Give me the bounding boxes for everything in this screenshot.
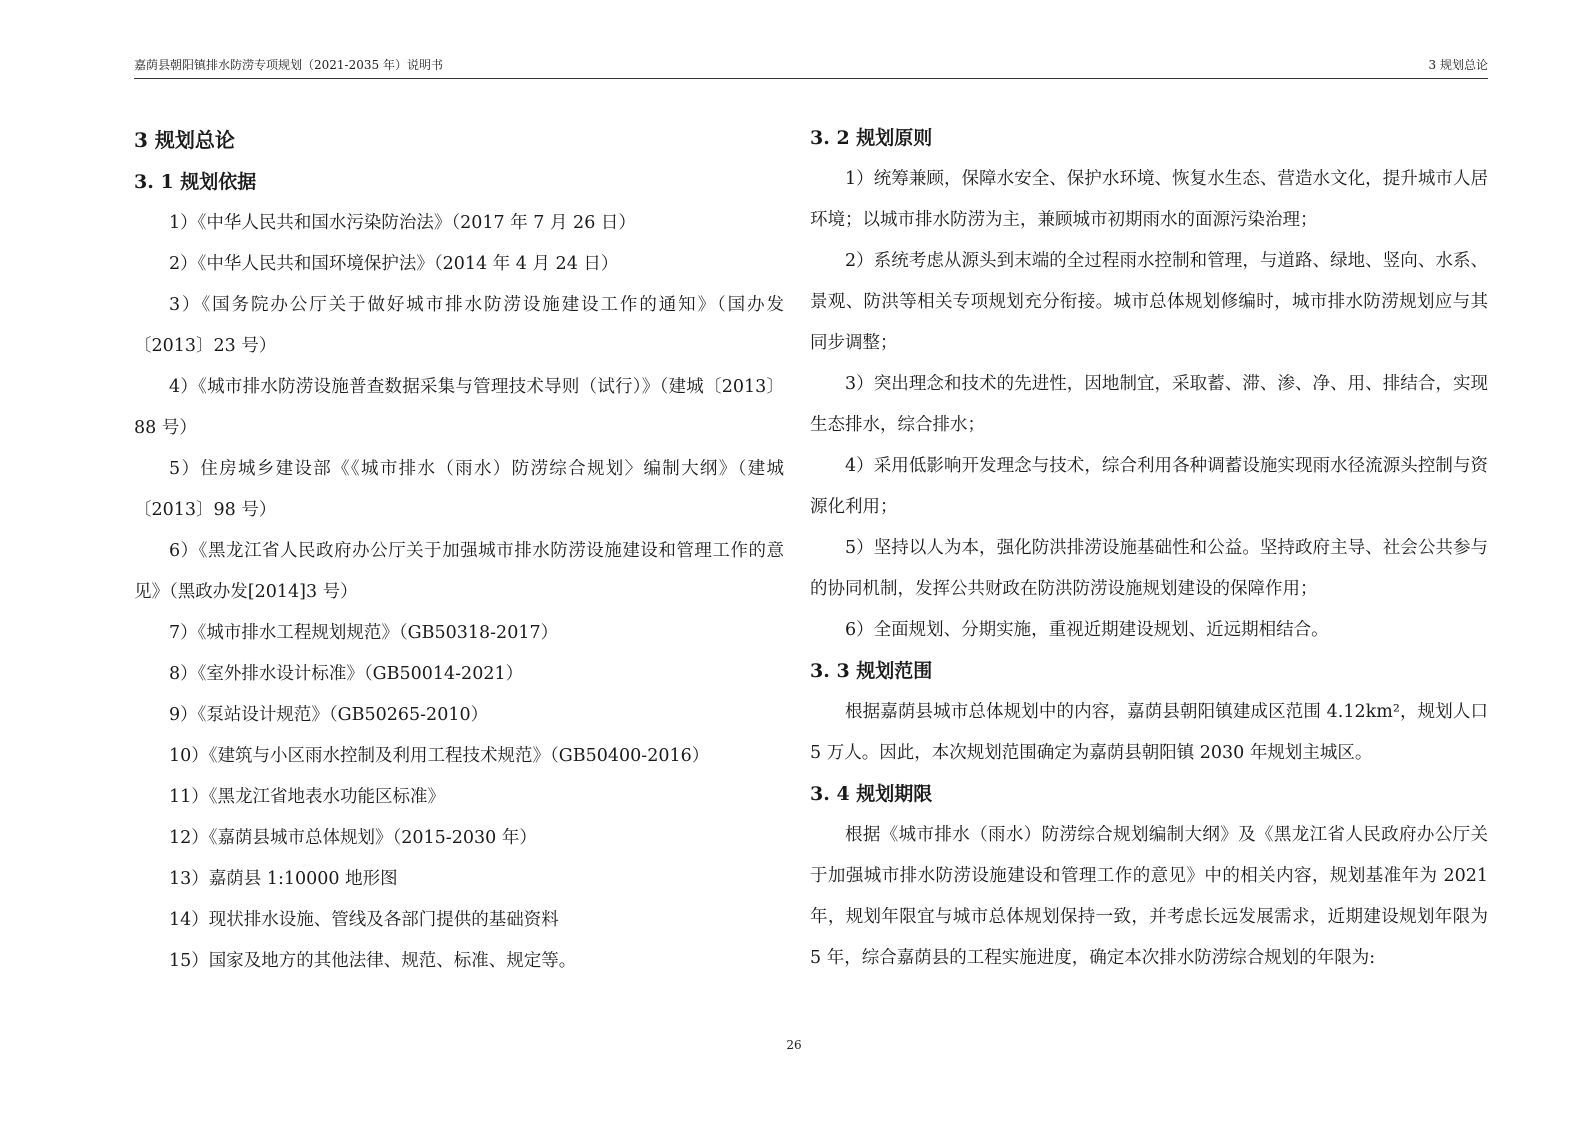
basis-item: 8）《室外排水设计标准》（GB50014-2021） [169, 664, 524, 684]
header-divider [134, 78, 1488, 79]
principle-item: 6）全面规划、分期实施，重视近期建设规划、近远期相结合。 [845, 620, 1329, 640]
principle-item: 2）系统考虑从源头到末端的全过程雨水控制和管理，与道路、绿地、竖向、水系、景观、防洪等相关专项规划充分衔接。城市总体规划修编时，城市排水防涝规划应与其同步调整； [810, 251, 1488, 353]
period-paragraph: 根据《城市排水（雨水）防涝综合规划编制大纲》及《黑龙江省人民政府办公厅关于加强城市排水防涝设施建设和管理工作的意见》中的相关内容，规划基准年为 2021 年，规划年限宜与城市总体规划保持一致，并考虑长远发展需求，近期建设规划年限为 5 年，综合嘉荫县的工程实施进度，确定本次排水防涝综合规划的年限为: [810, 825, 1488, 968]
principle-item: 4）采用低影响开发理念与技术，综合利用各种调蓄设施实现雨水径流源头控制与资源化利用； [810, 456, 1488, 517]
header-document-title: 嘉荫县朝阳镇排水防涝专项规划（2021-2035 年）说明书 [134, 58, 443, 72]
section-heading-3-3: 3. 3 规划范围 [810, 660, 933, 682]
basis-item: 4）《城市排水防涝设施普查数据采集与管理技术导则（试行）》（建城〔2013〕88 号） [134, 377, 784, 438]
principle-item: 3）突出理念和技术的先进性，因地制宜，采取蓄、滞、渗、净、用、排结合，实现生态排水，综合排水； [810, 374, 1488, 435]
right-column [810, 118, 1488, 979]
basis-item: 5）住房城乡建设部《《城市排水（雨水）防涝综合规划〉编制大纲》（建城〔2013〕98 号） [134, 459, 784, 520]
basis-item: 13）嘉荫县 1:10000 地形图 [169, 869, 398, 889]
basis-item: 3）《国务院办公厅关于做好城市排水防涝设施建设工作的通知》（国办发〔2013〕23 号） [134, 295, 784, 356]
basis-item: 9）《泵站设计规范》（GB50265-2010） [169, 705, 489, 725]
page-number: 26 [786, 1038, 802, 1052]
basis-item: 12）《嘉荫县城市总体规划》（2015-2030 年） [169, 828, 537, 848]
section-heading-3-4: 3. 4 规划期限 [810, 783, 933, 805]
principle-item: 5）坚持以人为本，强化防洪排涝设施基础性和公益。坚持政府主导、社会公共参与的协同机制，发挥公共财政在防洪防涝设施规划建设的保障作用； [810, 538, 1488, 599]
basis-item: 6）《黑龙江省人民政府办公厅关于加强城市排水防涝设施建设和管理工作的意见》（黑政办发[2014]3 号） [134, 541, 784, 602]
basis-item: 1）《中华人民共和国水污染防治法》（2017 年 7 月 26 日） [169, 213, 636, 233]
basis-item: 7）《城市排水工程规划规范》（GB50318-2017） [169, 623, 559, 643]
section-heading-3-1: 3. 1 规划依据 [134, 171, 257, 193]
chapter-title: 3 规划总论 [134, 128, 235, 152]
running-header [134, 56, 1488, 78]
basis-item: 2）《中华人民共和国环境保护法》（2014 年 4 月 24 日） [169, 254, 619, 274]
scope-paragraph: 根据嘉荫县城市总体规划中的内容，嘉荫县朝阳镇建成区范围 4.12km²，规划人口 5 万人。因此，本次规划范围确定为嘉荫县朝阳镇 2030 年规划主城区。 [810, 702, 1488, 763]
basis-item: 11）《黑龙江省地表水功能区标准》 [169, 787, 446, 807]
left-column [134, 118, 784, 982]
header-chapter-title: 3 规划总论 [1428, 58, 1488, 72]
basis-item: 14）现状排水设施、管线及各部门提供的基础资料 [169, 910, 559, 930]
basis-item: 15）国家及地方的其他法律、规范、标准、规定等。 [169, 951, 577, 971]
section-heading-3-2: 3. 2 规划原则 [810, 127, 933, 149]
principle-item: 1）统筹兼顾，保障水安全、保护水环境、恢复水生态、营造水文化，提升城市人居环境；以城市排水防涝为主，兼顾城市初期雨水的面源污染治理； [810, 169, 1488, 230]
basis-item: 10）《建筑与小区雨水控制及利用工程技术规范》（GB50400-2016） [169, 746, 710, 766]
